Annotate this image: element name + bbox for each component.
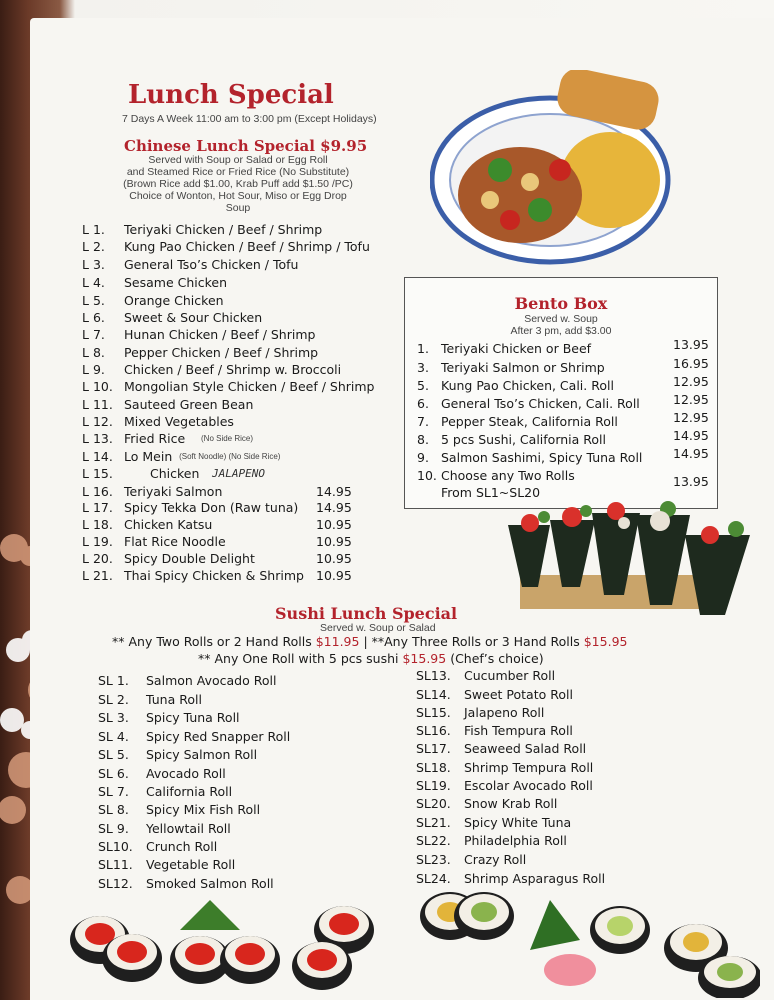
promo-line-2: ** Any One Roll with 5 pcs sushi $15.95 (Chef’s choice) (198, 651, 544, 666)
bento-item-price: 13.95 (673, 474, 709, 489)
lunch-item-code: L 17. (82, 500, 113, 515)
lunch-item-code: L 3. (82, 257, 105, 272)
sushi-item-name: Cucumber Roll (464, 668, 556, 683)
sushi-item-name: Smoked Salmon Roll (146, 876, 274, 891)
lunch-item-name: Mixed Vegetables (124, 414, 234, 429)
lunch-item-code: L 2. (82, 239, 105, 254)
lunch-item-note: (No Side Rice) (201, 434, 254, 443)
sushi-item-code: SL 3. (98, 710, 129, 725)
sushi-item-code: SL21. (416, 815, 451, 830)
sushi-item-name: Spicy Tuna Roll (146, 710, 240, 725)
sushi-item-name: Avocado Roll (146, 766, 226, 781)
sushi-item-code: SL14. (416, 687, 451, 702)
sushi-item-code: SL18. (416, 760, 451, 775)
sushi-item-code: SL11. (98, 857, 133, 872)
lunch-item-name: Orange Chicken (124, 293, 224, 308)
bento-item-price: 13.95 (673, 337, 709, 352)
sushi-item-name: Yellowtail Roll (146, 821, 231, 836)
sushi-item-code: SL10. (98, 839, 133, 854)
lunch-item-name: Sesame Chicken (124, 275, 228, 290)
sushi-item-name: Crazy Roll (464, 852, 527, 867)
sushi-item-code: SL17. (416, 741, 451, 756)
lunch-item-code: L 10. (82, 379, 113, 394)
lunch-item-code: L 18. (82, 517, 113, 532)
sushi-item-name: Spicy Salmon Roll (146, 747, 258, 762)
sushi-item-name: Escolar Avocado Roll (464, 778, 593, 793)
lunch-item-name: Thai Spicy Chicken & Shrimp (124, 568, 304, 583)
sushi-item-name: Vegetable Roll (146, 857, 236, 872)
bento-item-name: Teriyaki Chicken or Beef (441, 341, 592, 356)
lunch-item-name: Teriyaki Chicken / Beef / Shrimp (124, 222, 323, 237)
food-plate-image (430, 70, 680, 270)
lunch-item-price: 10.95 (316, 551, 352, 566)
sushi-item-name: Shrimp Asparagus Roll (464, 871, 606, 886)
bento-item-name: Choose any Two Rolls (441, 468, 575, 483)
sushi-item-name: Spicy White Tuna (464, 815, 572, 830)
sushi-item-name: Crunch Roll (146, 839, 218, 854)
sushi-item-code: SL24. (416, 871, 451, 886)
bento-item-name: Salmon Sashimi, Spicy Tuna Roll (441, 450, 643, 465)
sushi-item-code: SL22. (416, 833, 451, 848)
sushi-item-code: SL19. (416, 778, 451, 793)
bento-item-code: 1. (417, 341, 429, 356)
sushi-item-name: Philadelphia Roll (464, 833, 567, 848)
lunch-item-name: Mongolian Style Chicken / Beef / Shrimp (124, 379, 375, 394)
lunch-item-code: L 12. (82, 414, 113, 429)
sushi-item-name: California Roll (146, 784, 233, 799)
lunch-item-name: Chicken / Beef / Shrimp w. Broccoli (124, 362, 342, 377)
lunch-item-code: L 11. (82, 397, 113, 412)
bento-item-name: Pepper Steak, California Roll (441, 414, 618, 429)
lunch-item-code: L 1. (82, 222, 105, 237)
sushi-item-name: Fish Tempura Roll (464, 723, 573, 738)
lunch-item-name: Sauteed Green Bean (124, 397, 254, 412)
sushi-item-code: SL23. (416, 852, 451, 867)
sushi-item-code: SL 9. (98, 821, 129, 836)
sushi-item-code: SL 1. (98, 673, 129, 688)
lunch-item-note: (Soft Noodle) (No Side Rice) (179, 452, 281, 461)
bento-box-panel (404, 277, 718, 509)
bento-note-after3: After 3 pm, add $3.00 (510, 325, 612, 337)
sushi-item-code: SL 4. (98, 729, 129, 744)
sushi-lunch-title: Sushi Lunch Special (275, 604, 458, 623)
bento-item-code: 5. (417, 378, 429, 393)
lunch-item-name: Flat Rice Noodle (124, 534, 226, 549)
sushi-rolls-image (60, 890, 760, 998)
lunch-item-price: 10.95 (316, 517, 352, 532)
lunch-item-code: L 9. (82, 362, 105, 377)
bento-item-name: 5 pcs Sushi, California Roll (441, 432, 606, 447)
lunch-item-name: Pepper Chicken / Beef / Shrimp (124, 345, 319, 360)
bento-item-code: 9. (417, 450, 429, 465)
lunch-special-title: Lunch Special (128, 80, 334, 110)
sushi-item-code: SL 6. (98, 766, 129, 781)
lunch-item-code: L 13. (82, 431, 113, 446)
sushi-item-code: SL 2. (98, 692, 129, 707)
bento-item-price: 12.95 (673, 392, 709, 407)
lunch-item-name: Chicken Katsu (124, 517, 213, 532)
lunch-item-code: L 6. (82, 310, 105, 325)
sushi-item-code: SL 8. (98, 802, 129, 817)
bento-title: Bento Box (514, 294, 608, 313)
sushi-item-code: SL20. (416, 796, 451, 811)
lunch-item-code: L 4. (82, 275, 105, 290)
lunch-item-name: Hunan Chicken / Beef / Shrimp (124, 327, 316, 342)
handwritten-note: JALAPENO (212, 467, 265, 480)
sushi-item-code: SL15. (416, 705, 451, 720)
bento-item-code: 6. (417, 396, 429, 411)
lunch-item-name: General Tso’s Chicken / Tofu (124, 257, 299, 272)
sushi-item-name: Salmon Avocado Roll (146, 673, 277, 688)
sushi-item-name: Tuna Roll (146, 692, 202, 707)
lunch-item-name: Sweet & Sour Chicken (124, 310, 263, 325)
sushi-item-name: Seaweed Salad Roll (464, 741, 587, 756)
sushi-item-code: SL12. (98, 876, 133, 891)
sushi-item-name: Sweet Potato Roll (464, 687, 573, 702)
bento-item-price: 16.95 (673, 356, 709, 371)
sushi-lunch-note: Served w. Soup or Salad (320, 622, 436, 634)
sushi-item-name: Jalapeno Roll (464, 705, 545, 720)
lunch-item-code: L 7. (82, 327, 105, 342)
bento-item-price: 12.95 (673, 374, 709, 389)
sushi-item-name: Snow Krab Roll (464, 796, 558, 811)
sushi-item-name: Spicy Mix Fish Roll (146, 802, 261, 817)
sushi-item-code: SL13. (416, 668, 451, 683)
lunch-item-name: Teriyaki Salmon (124, 484, 223, 499)
lunch-item-price: 10.95 (316, 534, 352, 549)
sushi-item-name: Shrimp Tempura Roll (464, 760, 594, 775)
bento-item-name: Teriyaki Salmon or Shrimp (441, 360, 605, 375)
bento-item-name: General Tso’s Chicken, Cali. Roll (441, 396, 640, 411)
lunch-item-name: Spicy Tekka Don (Raw tuna) (124, 500, 299, 515)
sushi-item-code: SL16. (416, 723, 451, 738)
bento-item-code: 10. (417, 468, 437, 483)
sushi-item-code: SL 7. (98, 784, 129, 799)
lunch-item-price: 10.95 (316, 568, 352, 583)
promo-line-1: ** Any Two Rolls or 2 Hand Rolls $11.95 | **Any Three Rolls or 3 Hand Rolls $15.95 (112, 634, 628, 649)
lunch-item-price: 14.95 (316, 484, 352, 499)
lunch-item-code: L 16. (82, 484, 113, 499)
bento-item-price: 14.95 (673, 428, 709, 443)
lunch-item-code: L 5. (82, 293, 105, 308)
lunch-item-code: L 15. (82, 466, 113, 481)
bento-item-code: 8. (417, 432, 429, 447)
lunch-item-name: Fried Rice (124, 431, 186, 446)
chinese-lunch-title: Chinese Lunch Special $9.95 (124, 137, 368, 155)
bento-item-price: 14.95 (673, 446, 709, 461)
lunch-item-price: 14.95 (316, 500, 352, 515)
bento-item-code: 3. (417, 360, 429, 375)
lunch-item-code: L 20. (82, 551, 113, 566)
sushi-item-code: SL 5. (98, 747, 129, 762)
lunch-item-code: L 21. (82, 568, 113, 583)
lunch-item-code: L 8. (82, 345, 105, 360)
bento-item-name: Kung Pao Chicken, Cali. Roll (441, 378, 614, 393)
hand-roll-image (500, 495, 755, 620)
bento-note-soup: Served w. Soup (524, 313, 598, 325)
lunch-item-name: Spicy Double Delight (124, 551, 255, 566)
bento-item-code: 7. (417, 414, 429, 429)
lunch-item-code: L 19. (82, 534, 113, 549)
chinese-lunch-notes: Served with Soup or Salad or Egg Roll and Steamed Rice or Fried Rice (No Substitute) (Brown Rice add $1.00, Krab Puff add $1.50 /PC) Choice of Wonton, Hot Sour, Miso or Egg Drop Soup (123, 154, 353, 214)
lunch-hours: 7 Days A Week 11:00 am to 3:00 pm (Except Holidays) (122, 113, 377, 125)
lunch-item-name: Lo Mein (124, 449, 173, 464)
lunch-item-code: L 14. (82, 449, 113, 464)
bento-item-price: 12.95 (673, 410, 709, 425)
lunch-item-name: Kung Pao Chicken / Beef / Shrimp / Tofu (124, 239, 370, 254)
lunch-item-name: Chicken (150, 466, 200, 481)
sushi-item-name: Spicy Red Snapper Roll (146, 729, 291, 744)
bento-item-name-line2: From SL1~SL20 (441, 485, 541, 500)
